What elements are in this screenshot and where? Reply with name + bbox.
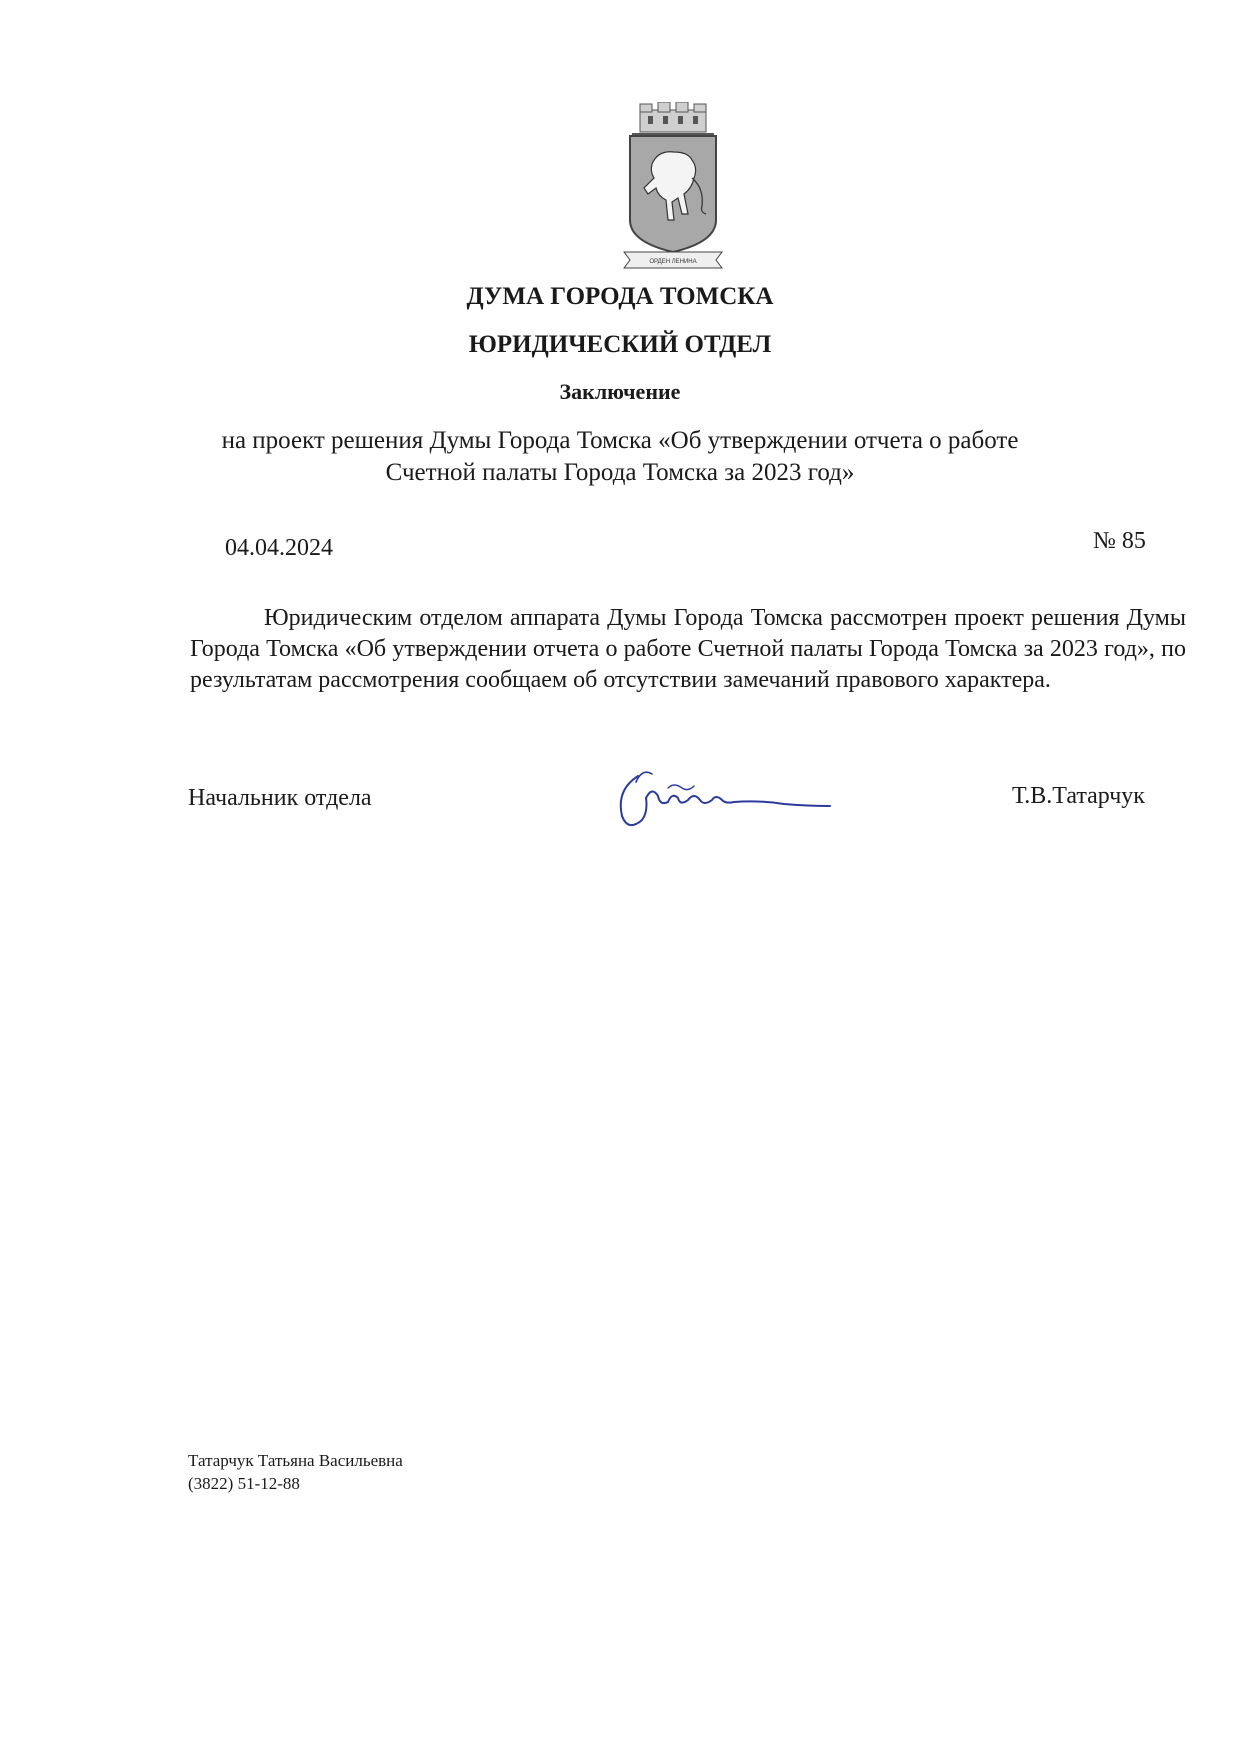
executor-name: Татарчук Татьяна Васильевна <box>188 1451 403 1470</box>
document-date: 04.04.2024 <box>225 535 333 561</box>
executor-contact <box>188 1449 403 1495</box>
document-subject <box>0 425 1240 489</box>
document-type: Заключение <box>559 379 681 404</box>
executor-phone: (3822) 51-12-88 <box>188 1474 300 1493</box>
handwritten-signature-icon <box>608 762 838 838</box>
document-number: № 85 <box>1093 528 1146 554</box>
signer-position: Начальник отдела <box>188 785 372 811</box>
subject-line-2: Счетной палаты Города Томска за 2023 год» <box>385 459 855 486</box>
signer-name: Т.В.Татарчук <box>1012 783 1145 809</box>
emblem-ribbon-text: ОРДЕН ЛЕНИНА <box>649 259 697 265</box>
subject-line-1: на проект решения Думы Города Томска «Об утверждении отчета о работе <box>221 427 1019 454</box>
organization-name: ДУМА ГОРОДА ТОМСКА <box>466 283 774 310</box>
department-name: ЮРИДИЧЕСКИЙ ОТДЕЛ <box>468 331 772 358</box>
coat-of-arms-icon <box>618 102 728 270</box>
conclusion-body: Юридическим отделом аппарата Думы Города Томска рассмотрен проект решения Думы Города Томска «Об утверждении отчета о работе Счетной палаты Города Томска за 2023 год», по результатам рассмотрения сообщаем об отсутствии замечаний правового характера. <box>190 605 1186 693</box>
